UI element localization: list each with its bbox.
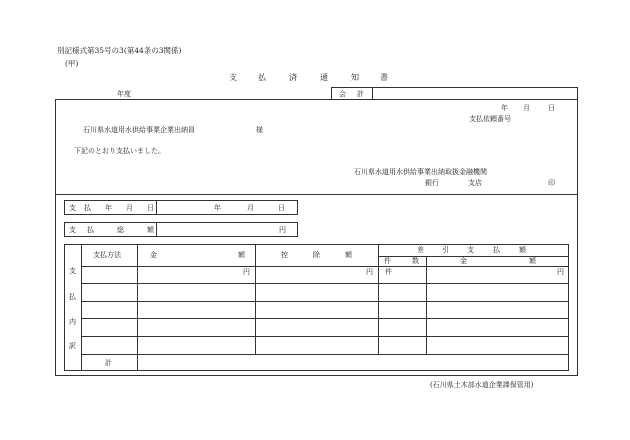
account-label-cell: 会 計 <box>331 87 373 100</box>
count-unit: 件 <box>385 268 392 276</box>
payment-total-field[interactable]: 円 <box>156 222 298 237</box>
branch-label: 支店 <box>468 179 482 187</box>
custodian-department: (石川県土木部水道企業課保管用) <box>430 381 534 389</box>
total-row-label: 計 <box>105 359 112 367</box>
payment-date-field[interactable]: 年 月 日 <box>156 200 298 215</box>
amount-unit: 円 <box>243 268 250 276</box>
seal-label: 印 <box>548 179 555 187</box>
bank-organization: 石川県水道用水供給事業出納取扱金融機関 <box>354 168 487 176</box>
payment-date-label-cell: 支 払 年 月 日 <box>64 200 157 215</box>
fiscal-year-label: 年度 <box>117 90 131 98</box>
header-payment-method: 支払方法 <box>93 251 121 259</box>
payment-total-label-cell: 支 払 総 額 <box>64 222 157 237</box>
notice-message: 下記のとおり支払いました。 <box>74 147 165 155</box>
form-variant: (甲) <box>65 59 79 68</box>
addressee-honorific: 様 <box>256 126 263 134</box>
net-amount-unit: 円 <box>557 268 564 276</box>
request-number-label: 支払依頼番号 <box>469 115 511 123</box>
deduction-unit: 円 <box>366 268 373 276</box>
form-reference: 別記様式第35号の3(第44条の3関係) <box>57 46 182 55</box>
breakdown-table <box>64 244 569 371</box>
addressee: 石川県水道用水供給事業企業出納員 <box>83 126 195 134</box>
bank-label: 銀行 <box>425 179 439 187</box>
section-divider <box>55 194 578 195</box>
